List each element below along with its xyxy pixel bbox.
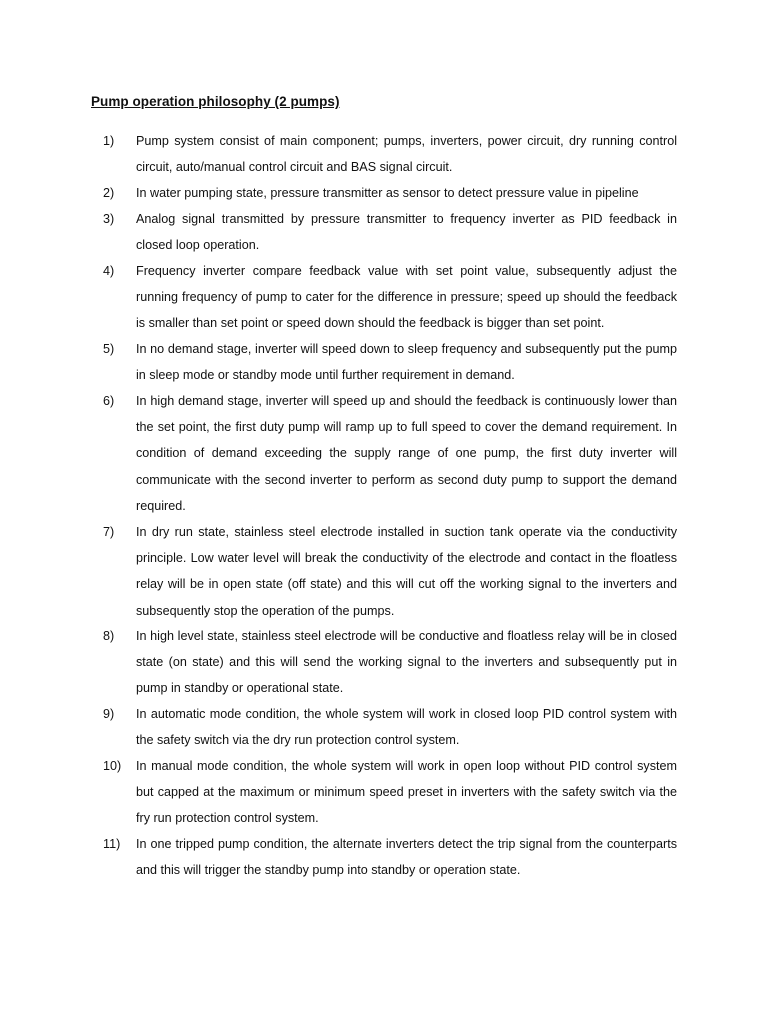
list-item-text: In one tripped pump condition, the alternate inverters detect the trip signal from the counterparts and this will trigger the standby pump into standby or operation state. — [136, 837, 677, 878]
list-item-text: Pump system consist of main component; pumps, inverters, power circuit, dry running control circuit, auto/manual control circuit and BAS signal circuit. — [136, 134, 677, 175]
document-title: Pump operation philosophy (2 pumps) — [91, 94, 340, 109]
list-item-text: In automatic mode condition, the whole system will work in closed loop PID control system with the safety switch via the dry run protection control system. — [136, 707, 677, 748]
list-item-text: In high level state, stainless steel electrode will be conductive and floatless relay will be in closed state (on state) and this will send the working signal to the inverters and subsequently put in pump in standby or operational state. — [136, 629, 677, 696]
list-item-text: In manual mode condition, the whole system will work in open loop without PID control system but capped at the maximum or minimum speed preset in inverters with the safety switch via the fry run protection control system. — [136, 759, 677, 826]
list-item-number: 2) — [103, 186, 115, 200]
list-item-number: 1) — [103, 134, 115, 148]
list-item-number: 9) — [103, 707, 115, 721]
list-item-text: In dry run state, stainless steel electrode installed in suction tank operate via the conductivity principle. Low water level will break the conductivity of the electrode and contact in the floatless relay will be in open state (off state) and this will cut off the working signal to the inverters and subsequently stop the operation of the pumps. — [136, 525, 677, 618]
list-item-text: In water pumping state, pressure transmitter as sensor to detect pressure value in pipeline — [136, 186, 639, 200]
list-item-text: Frequency inverter compare feedback value with set point value, subsequently adjust the running frequency of pump to cater for the difference in pressure; speed up should the feedback is smaller than set point or speed down should the feedback is bigger than set point. — [136, 264, 677, 331]
list-item-number: 10) — [103, 759, 122, 773]
list-item-number: 5) — [103, 342, 115, 356]
list-item-number: 6) — [103, 394, 115, 408]
list-item-text: In high demand stage, inverter will speed up and should the feedback is continuously lower than the set point, the first duty pump will ramp up to full speed to cover the demand requirement. In condition of demand exceeding the supply range of one pump, the first duty inverter will communicate with the second inverter to perform as second duty pump to support the demand required. — [136, 394, 677, 513]
list-item-text: Analog signal transmitted by pressure transmitter to frequency inverter as PID feedback in closed loop operation. — [136, 212, 677, 253]
list-item-number: 3) — [103, 212, 115, 226]
list-item-number: 8) — [103, 629, 115, 643]
list-item-number: 11) — [103, 837, 121, 851]
list-item-number: 7) — [103, 525, 115, 539]
list-item-text: In no demand stage, inverter will speed down to sleep frequency and subsequently put the pump in sleep mode or standby mode until further requirement in demand. — [136, 342, 677, 383]
list-item-number: 4) — [103, 264, 115, 278]
